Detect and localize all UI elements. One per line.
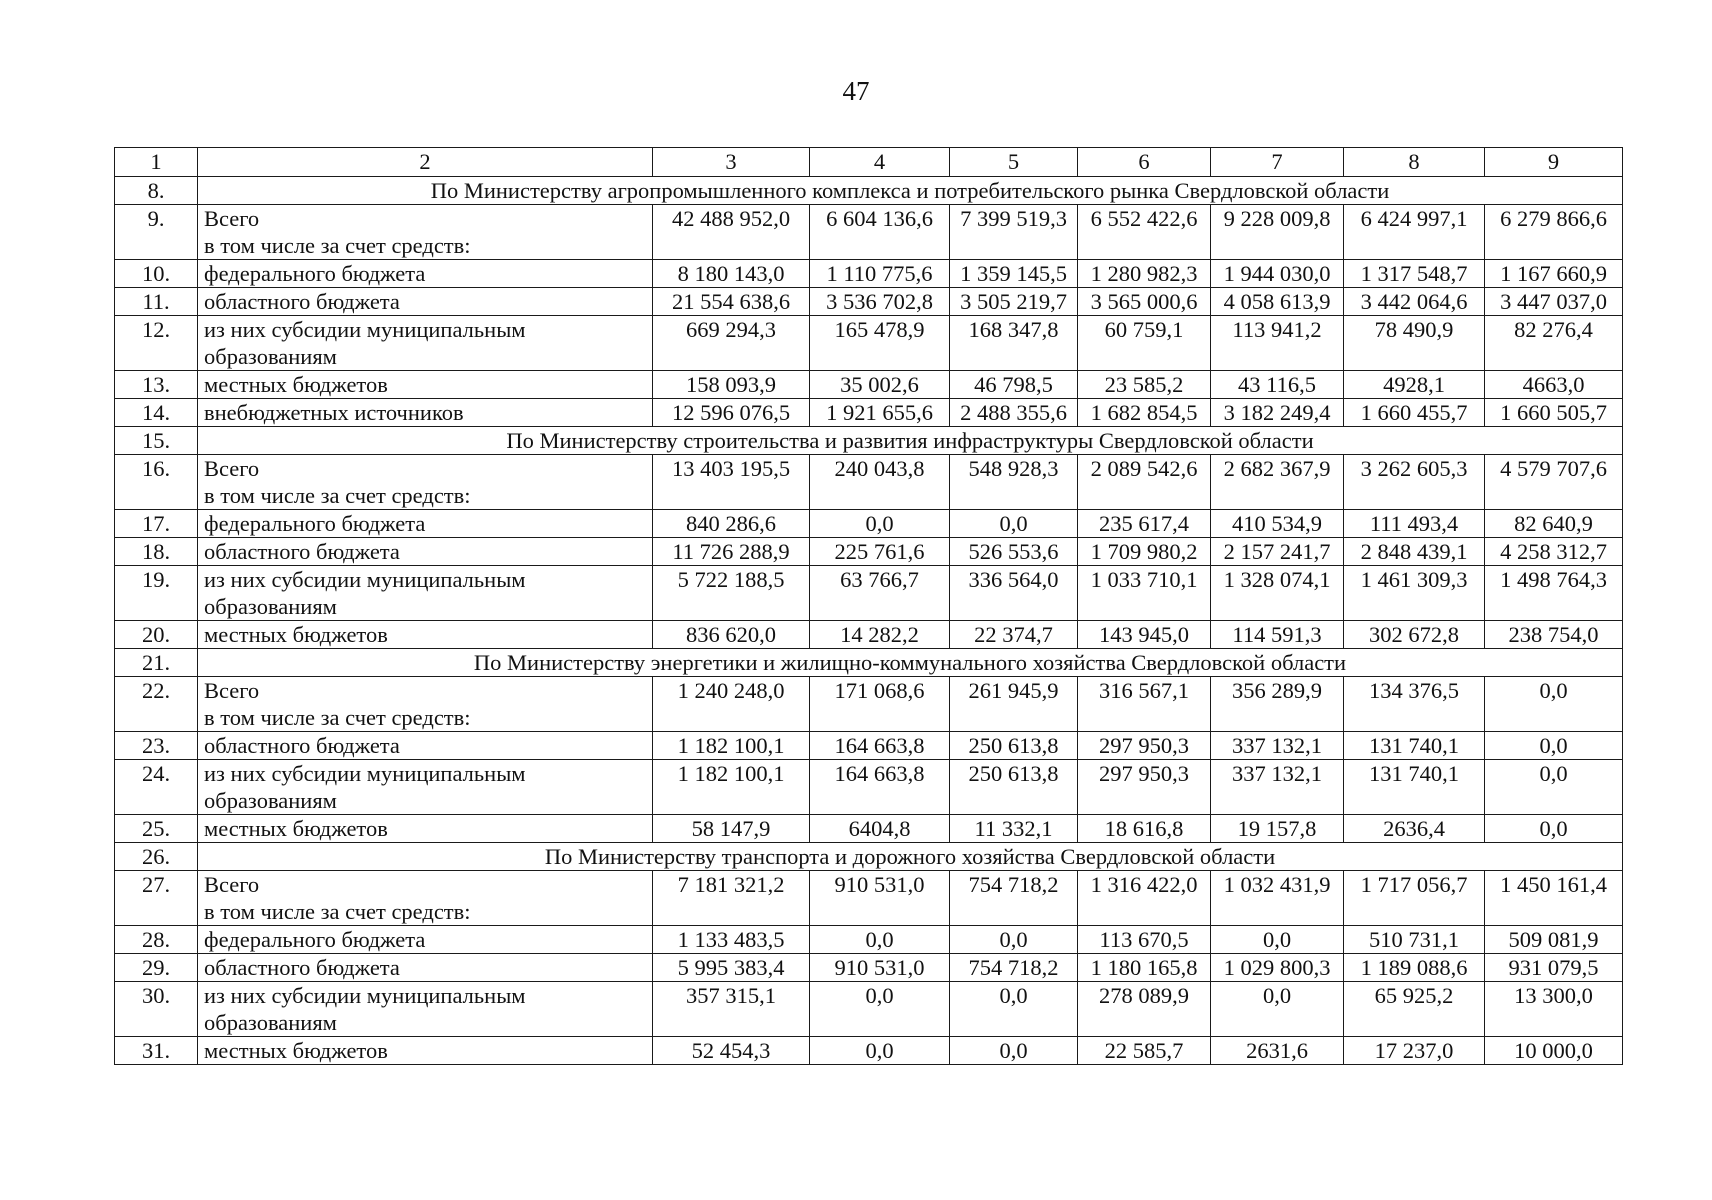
row-label-line: в том числе за счет средств: — [204, 483, 471, 508]
row-label — [198, 732, 653, 760]
table-row — [115, 621, 1623, 649]
value-cell: 82 640,9 — [1485, 510, 1623, 538]
value-cell: 297 950,3 — [1078, 760, 1211, 815]
value-cell: 18 616,8 — [1078, 815, 1211, 843]
row-label — [198, 926, 653, 954]
value-cell: 1 110 775,6 — [810, 260, 950, 288]
value-cell: 0,0 — [950, 926, 1078, 954]
value-cell: 4 579 707,6 — [1485, 455, 1623, 510]
value-cell: 131 740,1 — [1344, 732, 1485, 760]
row-number: 21. — [115, 649, 198, 677]
value-cell: 1 450 161,4 — [1485, 871, 1623, 926]
value-cell: 0,0 — [810, 926, 950, 954]
value-cell: 1 660 455,7 — [1344, 399, 1485, 427]
value-cell: 168 347,8 — [950, 316, 1078, 371]
value-cell: 1 032 431,9 — [1211, 871, 1344, 926]
table-row — [115, 815, 1623, 843]
value-cell: 669 294,3 — [653, 316, 810, 371]
value-cell: 9 228 009,8 — [1211, 205, 1344, 260]
row-label — [198, 316, 653, 371]
row-label-line: федерального бюджета — [204, 511, 426, 536]
value-cell: 60 759,1 — [1078, 316, 1211, 371]
row-label — [198, 566, 653, 621]
column-number: 5 — [950, 148, 1078, 177]
column-number: 6 — [1078, 148, 1211, 177]
value-cell: 0,0 — [1211, 982, 1344, 1037]
row-number: 24. — [115, 760, 198, 815]
value-cell: 46 798,5 — [950, 371, 1078, 399]
value-cell: 6 604 136,6 — [810, 205, 950, 260]
row-label-line: в том числе за счет средств: — [204, 705, 471, 730]
value-cell: 548 928,3 — [950, 455, 1078, 510]
row-label — [198, 538, 653, 566]
value-cell: 6 552 422,6 — [1078, 205, 1211, 260]
table-row — [115, 510, 1623, 538]
section-header-row — [115, 649, 1623, 677]
row-number: 23. — [115, 732, 198, 760]
value-cell: 0,0 — [950, 510, 1078, 538]
row-label — [198, 760, 653, 815]
value-cell: 910 531,0 — [810, 871, 950, 926]
value-cell: 1 359 145,5 — [950, 260, 1078, 288]
row-label-line: местных бюджетов — [204, 372, 388, 397]
value-cell: 14 282,2 — [810, 621, 950, 649]
value-cell: 43 116,5 — [1211, 371, 1344, 399]
row-label — [198, 510, 653, 538]
value-cell: 3 182 249,4 — [1211, 399, 1344, 427]
row-label-line: областного бюджета — [204, 539, 400, 564]
value-cell: 337 132,1 — [1211, 760, 1344, 815]
value-cell: 235 617,4 — [1078, 510, 1211, 538]
row-number: 16. — [115, 455, 198, 510]
row-label — [198, 815, 653, 843]
column-number: 9 — [1485, 148, 1623, 177]
value-cell: 1 498 764,3 — [1485, 566, 1623, 621]
row-number: 25. — [115, 815, 198, 843]
column-number: 7 — [1211, 148, 1344, 177]
value-cell: 754 718,2 — [950, 871, 1078, 926]
row-number: 30. — [115, 982, 198, 1037]
value-cell: 0,0 — [950, 982, 1078, 1037]
value-cell: 1 316 422,0 — [1078, 871, 1211, 926]
row-label-line: образованиям — [204, 1010, 337, 1035]
value-cell: 65 925,2 — [1344, 982, 1485, 1037]
value-cell: 4663,0 — [1485, 371, 1623, 399]
value-cell: 238 754,0 — [1485, 621, 1623, 649]
value-cell: 2 157 241,7 — [1211, 538, 1344, 566]
value-cell: 3 505 219,7 — [950, 288, 1078, 316]
value-cell: 526 553,6 — [950, 538, 1078, 566]
value-cell: 113 670,5 — [1078, 926, 1211, 954]
row-label-line: областного бюджета — [204, 733, 400, 758]
value-cell: 11 332,1 — [950, 815, 1078, 843]
row-number: 11. — [115, 288, 198, 316]
column-number: 3 — [653, 148, 810, 177]
value-cell: 261 945,9 — [950, 677, 1078, 732]
value-cell: 297 950,3 — [1078, 732, 1211, 760]
value-cell: 1 461 309,3 — [1344, 566, 1485, 621]
value-cell: 250 613,8 — [950, 760, 1078, 815]
value-cell: 1 033 710,1 — [1078, 566, 1211, 621]
section-header-row — [115, 177, 1623, 205]
table-row — [115, 205, 1623, 260]
row-label-line: из них субсидии муниципальным — [204, 567, 526, 592]
row-label-line: областного бюджета — [204, 955, 400, 980]
value-cell: 910 531,0 — [810, 954, 950, 982]
table-row — [115, 677, 1623, 732]
row-label-line: областного бюджета — [204, 289, 400, 314]
table-row — [115, 538, 1623, 566]
row-label — [198, 399, 653, 427]
value-cell: 1 167 660,9 — [1485, 260, 1623, 288]
value-cell: 19 157,8 — [1211, 815, 1344, 843]
value-cell: 3 536 702,8 — [810, 288, 950, 316]
value-cell: 3 442 064,6 — [1344, 288, 1485, 316]
value-cell: 22 374,7 — [950, 621, 1078, 649]
value-cell: 23 585,2 — [1078, 371, 1211, 399]
value-cell: 78 490,9 — [1344, 316, 1485, 371]
value-cell: 1 180 165,8 — [1078, 954, 1211, 982]
column-number-header-row — [115, 148, 1623, 177]
value-cell: 58 147,9 — [653, 815, 810, 843]
value-cell: 134 376,5 — [1344, 677, 1485, 732]
row-number: 18. — [115, 538, 198, 566]
value-cell: 410 534,9 — [1211, 510, 1344, 538]
value-cell: 931 079,5 — [1485, 954, 1623, 982]
table-row — [115, 371, 1623, 399]
table-row — [115, 732, 1623, 760]
value-cell: 22 585,7 — [1078, 1037, 1211, 1065]
row-number: 22. — [115, 677, 198, 732]
row-label — [198, 871, 653, 926]
row-label-line: из них субсидии муниципальным — [204, 761, 526, 786]
row-label — [198, 954, 653, 982]
value-cell: 1 682 854,5 — [1078, 399, 1211, 427]
value-cell: 165 478,9 — [810, 316, 950, 371]
section-title: По Министерству агропромышленного комплекса и потребительского рынка Свердловской области — [198, 177, 1623, 205]
value-cell: 1 240 248,0 — [653, 677, 810, 732]
value-cell: 2631,6 — [1211, 1037, 1344, 1065]
row-label-line: образованиям — [204, 594, 337, 619]
row-number: 15. — [115, 427, 198, 455]
value-cell: 10 000,0 — [1485, 1037, 1623, 1065]
column-number: 8 — [1344, 148, 1485, 177]
value-cell: 250 613,8 — [950, 732, 1078, 760]
table-row — [115, 399, 1623, 427]
value-cell: 11 726 288,9 — [653, 538, 810, 566]
section-title: По Министерству транспорта и дорожного хозяйства Свердловской области — [198, 843, 1623, 871]
value-cell: 0,0 — [950, 1037, 1078, 1065]
row-label — [198, 288, 653, 316]
table-row — [115, 954, 1623, 982]
value-cell: 357 315,1 — [653, 982, 810, 1037]
row-label-line: Всего — [204, 456, 260, 481]
value-cell: 0,0 — [810, 1037, 950, 1065]
section-title: По Министерству строительства и развития инфраструктуры Свердловской области — [198, 427, 1623, 455]
table-row — [115, 1037, 1623, 1065]
row-number: 29. — [115, 954, 198, 982]
row-label-line: из них субсидии муниципальным — [204, 317, 526, 342]
value-cell: 1 133 483,5 — [653, 926, 810, 954]
value-cell: 3 262 605,3 — [1344, 455, 1485, 510]
value-cell: 3 565 000,6 — [1078, 288, 1211, 316]
value-cell: 52 454,3 — [653, 1037, 810, 1065]
value-cell: 0,0 — [810, 982, 950, 1037]
value-cell: 3 447 037,0 — [1485, 288, 1623, 316]
value-cell: 840 286,6 — [653, 510, 810, 538]
row-label — [198, 677, 653, 732]
value-cell: 0,0 — [1485, 732, 1623, 760]
value-cell: 13 300,0 — [1485, 982, 1623, 1037]
value-cell: 836 620,0 — [653, 621, 810, 649]
row-number: 19. — [115, 566, 198, 621]
table-row — [115, 566, 1623, 621]
row-number: 20. — [115, 621, 198, 649]
section-header-row — [115, 843, 1623, 871]
value-cell: 754 718,2 — [950, 954, 1078, 982]
table-row — [115, 982, 1623, 1037]
value-cell: 8 180 143,0 — [653, 260, 810, 288]
row-label-line: местных бюджетов — [204, 1038, 388, 1063]
value-cell: 4 258 312,7 — [1485, 538, 1623, 566]
value-cell: 6404,8 — [810, 815, 950, 843]
value-cell: 5 722 188,5 — [653, 566, 810, 621]
value-cell: 82 276,4 — [1485, 316, 1623, 371]
row-label-line: местных бюджетов — [204, 816, 388, 841]
section-header-row — [115, 427, 1623, 455]
row-label-line: образованиям — [204, 788, 337, 813]
value-cell: 131 740,1 — [1344, 760, 1485, 815]
value-cell: 12 596 076,5 — [653, 399, 810, 427]
value-cell: 240 043,8 — [810, 455, 950, 510]
value-cell: 1 660 505,7 — [1485, 399, 1623, 427]
value-cell: 164 663,8 — [810, 732, 950, 760]
value-cell: 4 058 613,9 — [1211, 288, 1344, 316]
row-number: 12. — [115, 316, 198, 371]
value-cell: 7 399 519,3 — [950, 205, 1078, 260]
value-cell: 1 944 030,0 — [1211, 260, 1344, 288]
value-cell: 316 567,1 — [1078, 677, 1211, 732]
row-label — [198, 205, 653, 260]
value-cell: 21 554 638,6 — [653, 288, 810, 316]
value-cell: 2 682 367,9 — [1211, 455, 1344, 510]
table-row — [115, 926, 1623, 954]
row-number: 31. — [115, 1037, 198, 1065]
value-cell: 510 731,1 — [1344, 926, 1485, 954]
row-label-line: из них субсидии муниципальным — [204, 983, 526, 1008]
row-label-line: Всего — [204, 206, 260, 231]
value-cell: 0,0 — [1211, 926, 1344, 954]
value-cell: 2 848 439,1 — [1344, 538, 1485, 566]
value-cell: 1 317 548,7 — [1344, 260, 1485, 288]
value-cell: 113 941,2 — [1211, 316, 1344, 371]
row-number: 8. — [115, 177, 198, 205]
value-cell: 6 424 997,1 — [1344, 205, 1485, 260]
value-cell: 0,0 — [1485, 815, 1623, 843]
value-cell: 4928,1 — [1344, 371, 1485, 399]
row-label-line: образованиям — [204, 344, 337, 369]
value-cell: 5 995 383,4 — [653, 954, 810, 982]
row-number: 13. — [115, 371, 198, 399]
row-number: 14. — [115, 399, 198, 427]
row-label-line: в том числе за счет средств: — [204, 899, 471, 924]
value-cell: 1 182 100,1 — [653, 732, 810, 760]
value-cell: 0,0 — [1485, 677, 1623, 732]
column-number: 2 — [198, 148, 653, 177]
value-cell: 278 089,9 — [1078, 982, 1211, 1037]
value-cell: 1 717 056,7 — [1344, 871, 1485, 926]
value-cell: 63 766,7 — [810, 566, 950, 621]
row-label — [198, 260, 653, 288]
table-row — [115, 760, 1623, 815]
table-row — [115, 455, 1623, 510]
value-cell: 1 328 074,1 — [1211, 566, 1344, 621]
table-row — [115, 260, 1623, 288]
row-label-line: в том числе за счет средств: — [204, 233, 471, 258]
value-cell: 1 921 655,6 — [810, 399, 950, 427]
column-number: 4 — [810, 148, 950, 177]
row-label-line: местных бюджетов — [204, 622, 388, 647]
table-row — [115, 316, 1623, 371]
value-cell: 336 564,0 — [950, 566, 1078, 621]
value-cell: 6 279 866,6 — [1485, 205, 1623, 260]
row-label — [198, 982, 653, 1037]
value-cell: 1 709 980,2 — [1078, 538, 1211, 566]
row-number: 17. — [115, 510, 198, 538]
value-cell: 143 945,0 — [1078, 621, 1211, 649]
value-cell: 2 488 355,6 — [950, 399, 1078, 427]
row-number: 27. — [115, 871, 198, 926]
row-label — [198, 455, 653, 510]
row-label-line: Всего — [204, 872, 260, 897]
value-cell: 164 663,8 — [810, 760, 950, 815]
value-cell: 17 237,0 — [1344, 1037, 1485, 1065]
value-cell: 35 002,6 — [810, 371, 950, 399]
value-cell: 1 189 088,6 — [1344, 954, 1485, 982]
value-cell: 1 029 800,3 — [1211, 954, 1344, 982]
value-cell: 337 132,1 — [1211, 732, 1344, 760]
value-cell: 1 182 100,1 — [653, 760, 810, 815]
value-cell: 114 591,3 — [1211, 621, 1344, 649]
value-cell: 509 081,9 — [1485, 926, 1623, 954]
value-cell: 0,0 — [810, 510, 950, 538]
value-cell: 1 280 982,3 — [1078, 260, 1211, 288]
row-label-line: внебюджетных источников — [204, 400, 464, 425]
value-cell: 302 672,8 — [1344, 621, 1485, 649]
value-cell: 171 068,6 — [810, 677, 950, 732]
value-cell: 158 093,9 — [653, 371, 810, 399]
table-row — [115, 288, 1623, 316]
value-cell: 2 089 542,6 — [1078, 455, 1211, 510]
value-cell: 225 761,6 — [810, 538, 950, 566]
value-cell: 0,0 — [1485, 760, 1623, 815]
row-label-line: федерального бюджета — [204, 261, 426, 286]
row-label-line: Всего — [204, 678, 260, 703]
section-title: По Министерству энергетики и жилищно-коммунального хозяйства Свердловской области — [198, 649, 1623, 677]
row-label — [198, 371, 653, 399]
row-label — [198, 1037, 653, 1065]
value-cell: 7 181 321,2 — [653, 871, 810, 926]
row-number: 10. — [115, 260, 198, 288]
budget-table — [114, 147, 1623, 1065]
column-number: 1 — [115, 148, 198, 177]
value-cell: 2636,4 — [1344, 815, 1485, 843]
value-cell: 356 289,9 — [1211, 677, 1344, 732]
table-row — [115, 871, 1623, 926]
row-number: 28. — [115, 926, 198, 954]
value-cell: 42 488 952,0 — [653, 205, 810, 260]
row-number: 9. — [115, 205, 198, 260]
row-label — [198, 621, 653, 649]
row-label-line: федерального бюджета — [204, 927, 426, 952]
page-number: 47 — [842, 76, 870, 106]
value-cell: 13 403 195,5 — [653, 455, 810, 510]
value-cell: 111 493,4 — [1344, 510, 1485, 538]
row-number: 26. — [115, 843, 198, 871]
